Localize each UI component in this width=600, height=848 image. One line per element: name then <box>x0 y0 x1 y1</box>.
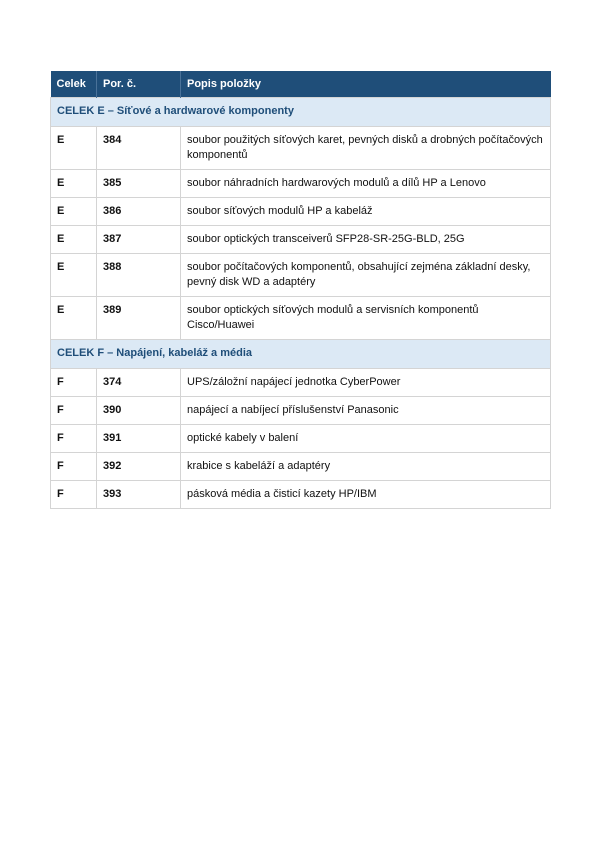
table-row <box>51 425 551 453</box>
cell-number: 384 <box>97 127 181 170</box>
table-row <box>51 198 551 226</box>
cell-description: optické kabely v balení <box>181 425 551 453</box>
table-row <box>51 481 551 509</box>
cell-celek: F <box>51 481 97 509</box>
table-body <box>51 98 551 509</box>
cell-number: 387 <box>97 226 181 254</box>
inventory-table <box>50 71 551 509</box>
cell-celek: F <box>51 453 97 481</box>
cell-description: soubor optických síťových modulů a servisních komponentů Cisco/Huawei <box>181 297 551 340</box>
cell-description: soubor optických transceiverů SFP28-SR-25G-BLD, 25G <box>181 226 551 254</box>
cell-celek: F <box>51 397 97 425</box>
cell-description: soubor počítačových komponentů, obsahující zejména základní desky, pevný disk WD a adaptéry <box>181 254 551 297</box>
section-title: CELEK F – Napájení, kabeláž a média <box>51 340 551 369</box>
cell-celek: E <box>51 254 97 297</box>
table-header <box>51 71 551 98</box>
header-celek: Celek <box>51 71 97 98</box>
section-title: CELEK E – Síťové a hardwarové komponenty <box>51 98 551 127</box>
cell-celek: E <box>51 297 97 340</box>
cell-number: 374 <box>97 369 181 397</box>
section-row-e <box>51 98 551 127</box>
cell-number: 391 <box>97 425 181 453</box>
header-por-c: Por. č. <box>97 71 181 98</box>
cell-number: 392 <box>97 453 181 481</box>
cell-description: pásková média a čisticí kazety HP/IBM <box>181 481 551 509</box>
cell-number: 388 <box>97 254 181 297</box>
cell-description: krabice s kabeláží a adaptéry <box>181 453 551 481</box>
cell-celek: E <box>51 226 97 254</box>
cell-number: 386 <box>97 198 181 226</box>
cell-celek: F <box>51 369 97 397</box>
table-row <box>51 453 551 481</box>
table-row <box>51 369 551 397</box>
header-popis: Popis položky <box>181 71 551 98</box>
cell-description: napájecí a nabíjecí příslušenství Panasonic <box>181 397 551 425</box>
table-row <box>51 397 551 425</box>
cell-description: UPS/záložní napájecí jednotka CyberPower <box>181 369 551 397</box>
cell-celek: E <box>51 127 97 170</box>
cell-celek: F <box>51 425 97 453</box>
cell-number: 389 <box>97 297 181 340</box>
table-row <box>51 226 551 254</box>
table-row <box>51 127 551 170</box>
cell-celek: E <box>51 170 97 198</box>
section-row-f <box>51 340 551 369</box>
table-row <box>51 170 551 198</box>
table-row <box>51 297 551 340</box>
cell-number: 390 <box>97 397 181 425</box>
cell-description: soubor náhradních hardwarových modulů a dílů HP a Lenovo <box>181 170 551 198</box>
table-row <box>51 254 551 297</box>
cell-celek: E <box>51 198 97 226</box>
cell-description: soubor použitých síťových karet, pevných disků a drobných počítačových komponentů <box>181 127 551 170</box>
header-row <box>51 71 551 98</box>
cell-description: soubor síťových modulů HP a kabeláž <box>181 198 551 226</box>
cell-number: 393 <box>97 481 181 509</box>
cell-number: 385 <box>97 170 181 198</box>
